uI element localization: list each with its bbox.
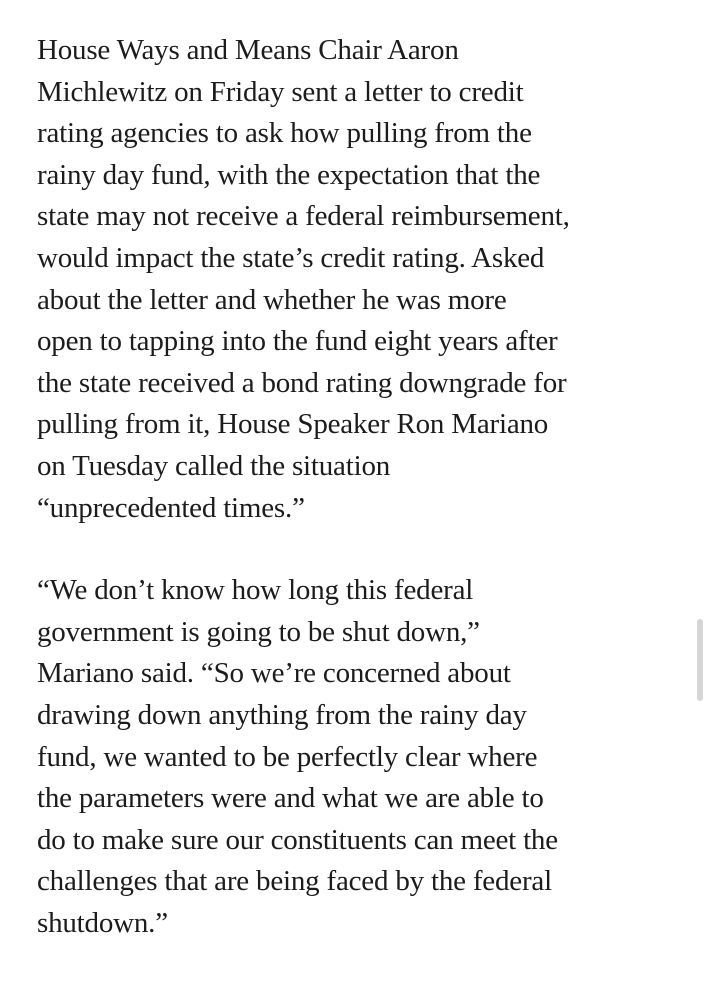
text-line: rainy day fund, with the expectation that the: [37, 158, 541, 191]
text-line: Michlewitz on Friday sent a letter to credit: [37, 75, 524, 108]
text-line: would impact the state’s credit rating. Asked: [37, 241, 545, 274]
text-line: about the letter and whether he was more: [37, 283, 507, 316]
text-line: the state received a bond rating downgrade for: [37, 366, 567, 399]
text-line: Mariano said. “So we’re concerned about: [37, 657, 511, 690]
text-line: challenges that are being faced by the federal: [37, 865, 552, 898]
text-line: government is going to be shut down,”: [37, 615, 480, 648]
text-line: state may not receive a federal reimbursement,: [37, 200, 570, 233]
text-line: “unprecedented times.”: [37, 491, 305, 524]
text-line: the parameters were and what we are able to: [37, 782, 544, 815]
text-line: on Tuesday called the situation: [37, 449, 391, 482]
text-line: pulling from it, House Speaker Ron Mariano: [37, 408, 549, 441]
article-paragraph-quote: [37, 570, 687, 944]
text-line: House Ways and Means Chair Aaron: [37, 34, 459, 66]
text-line: rating agencies to ask how pulling from the: [37, 117, 532, 150]
text-line: “We don’t know how long this federal: [37, 574, 474, 607]
text-line: shutdown.”: [37, 906, 168, 939]
text-line: do to make sure our constituents can meet the: [37, 823, 558, 856]
text-line: open to tapping into the fund eight years after: [37, 325, 558, 358]
text-line: fund, we wanted to be perfectly clear where: [37, 740, 538, 773]
text-line: drawing down anything from the rainy day: [37, 698, 527, 731]
vertical-scrollbar-thumb[interactable]: [697, 619, 703, 701]
article-body: [37, 30, 687, 944]
article-paragraph: [37, 30, 687, 529]
